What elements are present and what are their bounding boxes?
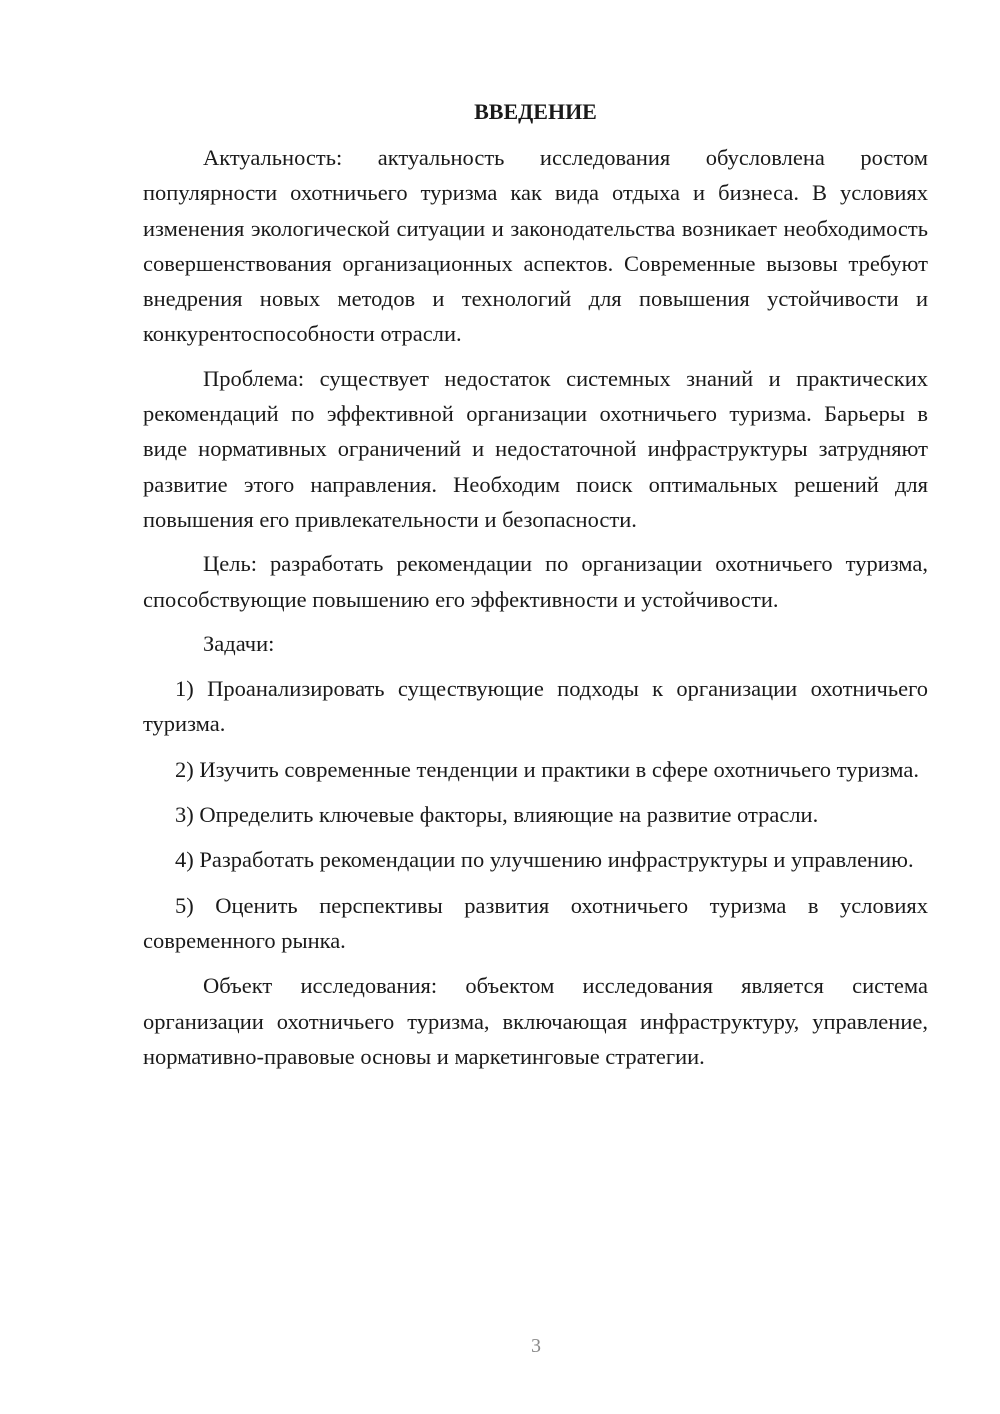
paragraph-tasks-heading: Задачи:	[203, 630, 275, 656]
paragraph-goal: Цель: разработать рекомендации по организации охотничьего туризма, способствующие повышению его эффективности и устойчивости.	[143, 551, 928, 612]
paragraph-relevance: Актуальность: актуальность исследования обусловлена ростом популярности охотничьего туризма как вида отдыха и бизнеса. В условиях изменения экологической ситуации и законодательства возникает необходимость совершенствования организационных аспектов. Современные вызовы требуют внедрения новых методов и технологий для повышения устойчивости и конкурентоспособности отрасли.	[143, 145, 928, 347]
paragraph-object: Объект исследования: объектом исследования является система организации охотничьего туризма, включающая инфраструктуру, управление, нормативно-правовые основы и маркетинговые стратегии.	[143, 973, 928, 1069]
page-content	[143, 96, 928, 1083]
task-item-4: 4) Разработать рекомендации по улучшению инфраструктуры и управлению.	[175, 847, 914, 873]
task-item-2: 2) Изучить современные тенденции и практики в сфере охотничьего туризма.	[175, 756, 919, 782]
task-item-5: 5) Оценить перспективы развития охотничьего туризма в условиях современного рынка.	[143, 892, 928, 953]
section-title: ВВЕДЕНИЕ	[474, 99, 597, 124]
task-item-1: 1) Проанализировать существующие подходы к организации охотничьего туризма.	[143, 676, 928, 737]
paragraph-problem: Проблема: существует недостаток системных знаний и практических рекомендаций по эффективной организации охотничьего туризма. Барьеры в виде нормативных ограничений и недостаточной инфраструктуры затрудняют развитие этого направления. Необходим поиск оптимальных решений для повышения его привлекательности и безопасности.	[143, 365, 928, 532]
page-number: 3	[531, 1335, 541, 1357]
task-item-3: 3) Определить ключевые факторы, влияющие на развитие отрасли.	[175, 802, 819, 828]
